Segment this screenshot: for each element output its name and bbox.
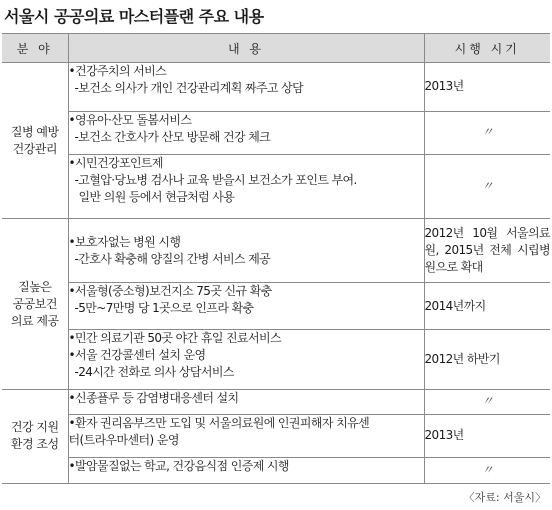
table-row — [2, 283, 550, 330]
content-cell — [68, 63, 424, 112]
category-cell — [2, 389, 68, 483]
content-line: •보호자없는 병원 시행 — [68, 234, 181, 249]
category-line: 환경 조성 — [10, 437, 59, 452]
table-row — [2, 458, 550, 484]
period-cell: 〃 — [424, 389, 550, 414]
category-cell — [2, 219, 68, 390]
category-cell — [2, 63, 68, 219]
period-cell: 2013년 — [424, 63, 550, 112]
content-line: -고혈압·당뇨병 검사나 교육 받을시 보건소가 포인트 부여. — [74, 173, 357, 188]
content-line: -보건소 간호사가 산모 방문해 건강 체크 — [74, 129, 271, 144]
content-line: -간호사 확충해 양질의 간병 서비스 제공 — [74, 251, 271, 266]
content-line: •시민건강포인트제 — [68, 156, 163, 171]
content-cell — [68, 283, 424, 330]
content-line: -5만~7만명 당 1곳으로 인프라 확충 — [74, 301, 254, 316]
header-content: 내 용 — [68, 34, 424, 63]
content-line: -24시간 전화로 의사 상담서비스 — [74, 364, 234, 379]
table-row — [2, 63, 550, 112]
category-line: 건강 지원 — [10, 420, 59, 435]
page-title: 서울시 공공의료 마스터플랜 주요 내용 — [4, 7, 264, 26]
table-row — [2, 389, 550, 414]
content-line: •환자 권리옴부즈만 도입 및 서울의료원에 인권피해자 치유센 — [68, 415, 370, 430]
content-line: •건강주치의 서비스 — [68, 64, 167, 78]
table-row — [2, 414, 550, 457]
content-line: 일반 의원 등에서 현금처럼 사용 — [78, 190, 235, 205]
period-cell: 〃 — [424, 155, 550, 219]
period-cell: 2014년까지 — [424, 283, 550, 330]
period-cell: 2013년 — [424, 414, 550, 457]
content-cell — [68, 155, 424, 219]
table-row — [2, 219, 550, 283]
content-line: •서울 건강콜센터 설치 운영 — [68, 347, 206, 362]
content-line: •민간 의료기관 50곳 야간 휴일 진료서비스 — [68, 330, 281, 345]
content-cell — [68, 329, 424, 389]
header-period: 시행 시기 — [424, 34, 550, 63]
period-cell: 〃 — [424, 458, 550, 484]
content-line: •신종플루 등 감염병대응센터 설치 — [68, 390, 239, 405]
period-cell: 2012년 10월 서울의료원, 2015년 전체 시립병원으로 확대 — [424, 219, 550, 283]
category-line: 의료 제공 — [10, 313, 59, 328]
content-line: 터(트라우마센터) 운영 — [68, 432, 179, 447]
table-header-row — [2, 34, 550, 63]
table-row — [2, 111, 550, 154]
master-plan-table — [2, 33, 550, 484]
table-row — [2, 329, 550, 389]
content-line: •영유아·산모 돌봄서비스 — [68, 112, 192, 127]
content-cell — [68, 219, 424, 283]
category-line: 질높은 — [18, 279, 52, 294]
header-category: 분 야 — [2, 34, 68, 63]
category-line: 건강관리 — [12, 141, 57, 156]
content-line: •서울형(중소형)보건지소 75곳 신규 확충 — [68, 284, 272, 299]
content-line: •발암물질없는 학교, 건강음식점 인증제 시행 — [68, 459, 289, 474]
category-line: 공공보건 — [12, 296, 57, 311]
content-line: -보건소 의사가 개인 건강관리계획 짜주고 상담 — [74, 81, 304, 95]
content-cell — [68, 414, 424, 457]
content-cell — [68, 389, 424, 414]
source-note: 〈자료: 서울시〉 — [463, 491, 546, 504]
category-line: 질병 예방 — [10, 124, 59, 139]
period-cell: 2012년 하반기 — [424, 329, 550, 389]
table-row — [2, 155, 550, 219]
content-cell — [68, 458, 424, 484]
period-cell: 〃 — [424, 111, 550, 154]
content-cell — [68, 111, 424, 154]
